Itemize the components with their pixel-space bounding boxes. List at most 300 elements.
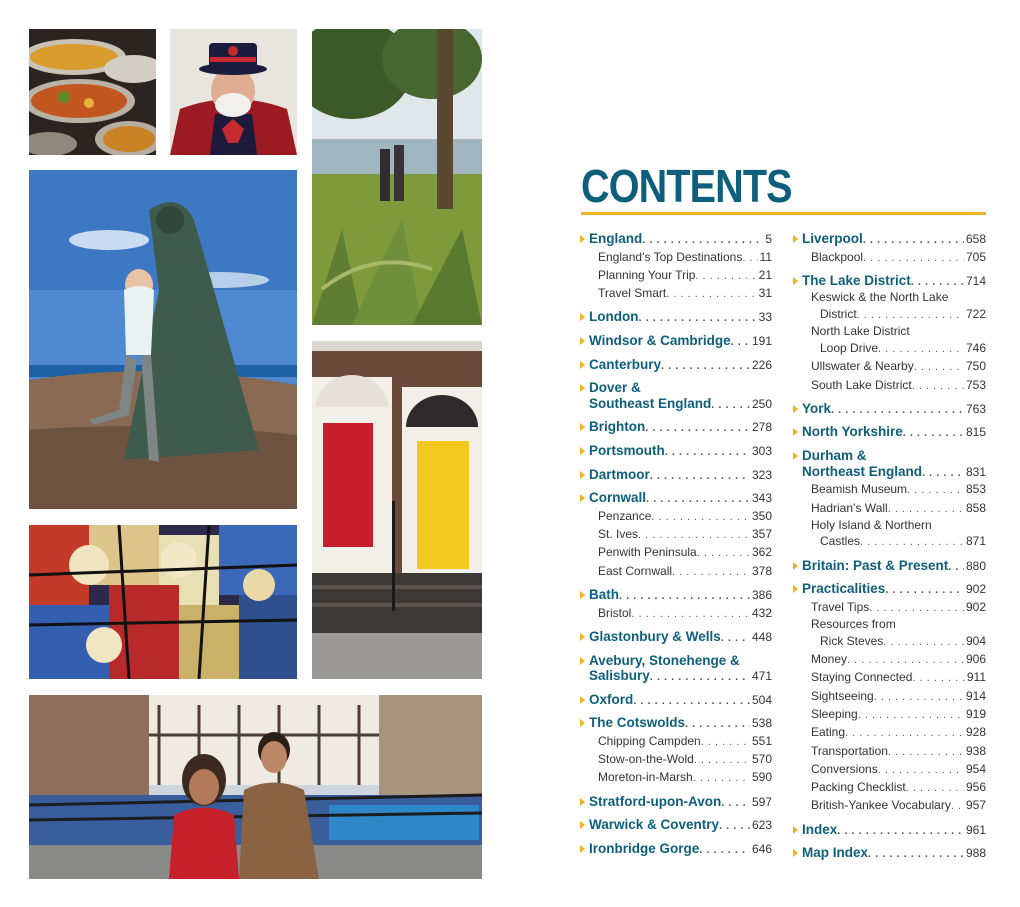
toc-subentry[interactable] [598, 249, 772, 267]
toc-subentry[interactable] [598, 751, 772, 769]
dot-leader [837, 824, 964, 840]
toc-entry-title: District [820, 307, 857, 322]
toc-subentry-title[interactable]: Keswick & the North Lake [811, 290, 949, 305]
toc-entry-title: England [589, 231, 643, 246]
toc-section [793, 448, 986, 552]
toc-subentries [580, 605, 772, 623]
toc-entry[interactable] [793, 581, 986, 599]
page-number: 746 [965, 340, 986, 355]
toc-entry-title: Travel Smart [598, 286, 667, 301]
toc-subentry[interactable] [811, 669, 986, 687]
bullet-arrow-icon [793, 277, 798, 285]
bullet-arrow-icon [580, 696, 585, 704]
page-number: 590 [751, 770, 772, 785]
dot-leader [906, 780, 964, 797]
dot-leader [711, 398, 750, 414]
toc-section [580, 231, 772, 303]
title-rule [581, 212, 986, 215]
dot-leader [651, 509, 750, 526]
toc-entry[interactable] [580, 817, 772, 835]
dot-leader [911, 275, 964, 291]
dot-leader [878, 341, 964, 358]
dot-leader [869, 600, 964, 617]
toc-subentry[interactable] [598, 267, 772, 285]
toc-entry[interactable] [580, 692, 772, 710]
toc-subentry[interactable] [811, 688, 986, 706]
toc-entry-title: North Yorkshire [802, 424, 903, 440]
dot-leader [845, 725, 964, 742]
toc-section [580, 490, 772, 581]
toc-section [580, 629, 772, 647]
toc-entry-title: Penwith Peninsula [598, 545, 697, 560]
toc-entry-title: Sleeping [811, 706, 858, 721]
dot-leader [638, 527, 750, 544]
dot-leader [685, 717, 750, 733]
toc-entry-title: Penzance [598, 508, 652, 523]
bullet-arrow-icon [580, 235, 585, 243]
page-number: 21 [758, 267, 772, 282]
page-number: 623 [751, 818, 772, 833]
toc-entry-title: Map Index [802, 845, 869, 861]
page-number: 323 [751, 467, 772, 482]
toc-section [580, 653, 772, 686]
toc-entry-title: Stow-on-the-Wold [598, 752, 694, 767]
page-number: 954 [965, 761, 986, 776]
toc-entry-title[interactable]: Durham & [793, 448, 986, 464]
dot-leader [922, 466, 964, 482]
toc-entry[interactable] [580, 668, 772, 686]
toc-entry-title: Liverpool [802, 231, 863, 246]
toc-subentry[interactable] [811, 779, 986, 797]
bullet-arrow-icon [580, 798, 585, 806]
page-number: 504 [751, 692, 772, 707]
page-number: 815 [965, 425, 986, 440]
dot-leader [694, 752, 750, 769]
toc-entry-title: Salisbury [589, 668, 650, 684]
page-number: 956 [965, 780, 986, 795]
toc-subentries [580, 249, 772, 304]
dot-leader [650, 670, 750, 686]
toc-section [580, 419, 772, 437]
toc-entry-title: Sightseeing [811, 688, 874, 703]
bullet-arrow-icon [580, 845, 585, 853]
toc-entry-title: Warwick & Coventry [589, 817, 720, 833]
page-number: 646 [751, 841, 772, 856]
dot-leader [645, 421, 750, 437]
toc-subentry[interactable] [811, 306, 986, 324]
toc-entry-title: Glastonbury & Wells [589, 628, 721, 644]
toc-entry[interactable] [580, 629, 772, 647]
bullet-arrow-icon [580, 337, 585, 345]
bullet-arrow-icon [580, 447, 585, 455]
toc-column-left [580, 231, 772, 859]
dot-leader [619, 589, 750, 605]
toc-entry[interactable] [793, 424, 986, 442]
dot-leader [863, 233, 964, 249]
dot-leader [874, 689, 964, 706]
toc-entry[interactable] [580, 333, 772, 351]
dot-leader [701, 734, 750, 751]
bullet-arrow-icon [580, 633, 585, 641]
toc-section [580, 333, 772, 351]
toc-entry[interactable] [580, 309, 772, 327]
toc-entry-title: The Lake District [802, 272, 911, 288]
bullet-arrow-icon [580, 384, 585, 392]
toc-subentry[interactable] [811, 743, 986, 761]
toc-entry-title: Southeast England [589, 395, 712, 411]
bullet-arrow-icon [580, 591, 585, 599]
toc-entry-title: Cornwall [589, 490, 647, 506]
bullet-arrow-icon [793, 428, 798, 436]
toc-subentries [793, 481, 986, 551]
toc-entry-title: Chipping Campden [598, 733, 701, 748]
couple-tree-photo [312, 29, 482, 325]
toc-entry[interactable] [793, 401, 986, 419]
dot-leader [847, 652, 964, 669]
toc-entry-title: Index [802, 821, 838, 837]
toc-entry[interactable] [793, 231, 986, 249]
bullet-arrow-icon [793, 452, 798, 460]
toc-section [580, 715, 772, 787]
page-number: 902 [965, 599, 986, 614]
bullet-arrow-icon [793, 849, 798, 857]
page-number: 11 [759, 249, 772, 264]
bullet-arrow-icon [580, 423, 585, 431]
dot-leader [697, 545, 750, 562]
page-number: 853 [965, 482, 986, 497]
dot-leader [951, 798, 964, 815]
dot-leader [857, 307, 964, 324]
dot-leader [719, 819, 750, 835]
toc-section [580, 309, 772, 327]
toc-subentry[interactable] [811, 706, 986, 724]
toc-entry-title: East Cornwall [598, 563, 673, 578]
toc-entry[interactable] [580, 841, 772, 859]
dot-leader [907, 482, 964, 499]
toc-column-right [793, 231, 986, 863]
page-number: 31 [758, 286, 772, 301]
page-number: 902 [965, 582, 986, 597]
page-number: 938 [965, 743, 986, 758]
toc-subentries [793, 599, 986, 816]
toc-entry-title: Britain: Past & Present [802, 557, 949, 573]
toc-subentries [580, 733, 772, 788]
page-number: 570 [751, 752, 772, 767]
toc-subentry-title[interactable]: Resources from [811, 617, 896, 632]
toc-subentry[interactable] [811, 797, 986, 815]
toc-entry-title: Loop Drive [820, 340, 879, 355]
page-number: 471 [751, 669, 772, 684]
toc-entry[interactable] [793, 822, 986, 840]
page-number: 880 [965, 558, 986, 573]
toc-entry[interactable] [580, 396, 772, 414]
page-number: 226 [751, 357, 772, 372]
toc-entry-title: Brighton [589, 419, 646, 435]
bullet-arrow-icon [580, 657, 585, 665]
toc-entry-title: Castles [820, 534, 861, 549]
page-number: 919 [965, 706, 986, 721]
page-number: 705 [965, 249, 986, 264]
red-yellow-doors-photo [312, 341, 482, 679]
toc-section [580, 587, 772, 623]
toc-subentry[interactable] [811, 249, 986, 267]
page-number: 928 [965, 725, 986, 740]
toc-section [580, 467, 772, 485]
toc-entry[interactable] [580, 490, 772, 508]
toc-entry-title: South Lake District [811, 377, 912, 392]
toc-entry[interactable] [580, 715, 772, 733]
page-number: 957 [965, 798, 986, 813]
dot-leader [831, 403, 964, 419]
toc-entry-title: Bath [589, 587, 619, 603]
dot-leader [863, 250, 964, 267]
page-number: 303 [751, 444, 772, 459]
page-number: 911 [966, 670, 986, 685]
dot-leader [912, 670, 964, 687]
page-number: 961 [965, 822, 986, 837]
toc-entry-title: Eating [811, 725, 846, 740]
food-pots-photo [29, 29, 156, 155]
gallos-statue-photo [29, 170, 297, 509]
dot-leader [699, 843, 750, 859]
globe-theatre-couple-photo [29, 695, 482, 879]
toc-subentry[interactable] [598, 285, 772, 303]
dot-leader [638, 311, 756, 327]
toc-entry[interactable] [793, 273, 986, 291]
dot-leader [878, 762, 964, 779]
toc-entry-title: Conversions [811, 761, 878, 776]
bullet-arrow-icon [580, 821, 585, 829]
toc-entry-title: The Cotswolds [589, 715, 686, 731]
toc-entry-title: Stratford-upon-Avon [589, 793, 722, 809]
toc-entry-title: Northeast England [802, 463, 923, 479]
toc-subentry[interactable] [811, 340, 986, 358]
toc-entry[interactable] [580, 467, 772, 485]
page-number: 250 [751, 396, 772, 411]
page-number: 5 [765, 232, 772, 246]
bullet-arrow-icon [793, 826, 798, 834]
dot-leader [868, 847, 964, 863]
toc-section [580, 380, 772, 413]
toc-section [580, 443, 772, 461]
toc-entry-title: St. Ives [598, 527, 639, 542]
page-number: 597 [751, 794, 772, 809]
toc-entry[interactable] [580, 231, 772, 249]
dot-leader [742, 250, 757, 267]
page-title: CONTENTS [581, 160, 792, 212]
dot-leader [721, 631, 750, 647]
page-number: 448 [751, 629, 772, 644]
toc-entry-title: Portsmouth [589, 443, 665, 459]
dot-leader [665, 445, 750, 461]
dot-leader [888, 744, 964, 761]
dot-leader [661, 359, 750, 375]
toc-subentry[interactable] [811, 533, 986, 551]
toc-entry-title: Oxford [589, 691, 634, 707]
toc-entry-title[interactable]: Avebury, Stonehenge & [580, 653, 772, 669]
toc-section [580, 841, 772, 859]
toc-entry-title: Packing Checklist [811, 780, 906, 795]
bullet-arrow-icon [580, 361, 585, 369]
page-number: 432 [751, 605, 772, 620]
toc-section [793, 581, 986, 815]
page-number: 191 [751, 334, 772, 349]
beefeater-photo [170, 29, 297, 155]
dot-leader [860, 534, 964, 551]
toc-entry-title: Dartmoor [589, 466, 650, 482]
toc-subentries [793, 249, 986, 267]
toc-entry-title: Ironbridge Gorge [589, 840, 700, 856]
page-number: 831 [965, 464, 986, 479]
dot-leader [642, 233, 763, 249]
toc-subentry[interactable] [811, 358, 986, 376]
toc-subentry[interactable] [811, 481, 986, 499]
toc-entry-title: Moreton-in-Marsh [598, 770, 693, 785]
toc-entry-title: England’s Top Destinations [598, 249, 743, 264]
dot-leader [646, 492, 750, 508]
page-number: 33 [758, 310, 772, 325]
bullet-arrow-icon [793, 235, 798, 243]
toc-subentry[interactable] [811, 599, 986, 617]
toc-subentries [793, 290, 986, 394]
toc-entry-title: Practicalities [802, 581, 886, 597]
toc-subentry[interactable] [598, 563, 772, 581]
toc-entry[interactable] [580, 587, 772, 605]
page-number: 753 [965, 377, 986, 392]
toc-entry-title: Blackpool [811, 249, 864, 264]
page-number: 378 [751, 563, 772, 578]
toc-entry-title: Rick Steves [820, 633, 884, 648]
page-number: 763 [965, 401, 986, 416]
dot-leader [731, 335, 750, 351]
toc-subentry[interactable] [811, 633, 986, 651]
page-number: 750 [965, 359, 986, 374]
dot-leader [858, 707, 964, 724]
toc-entry[interactable] [793, 464, 986, 482]
bullet-arrow-icon [580, 471, 585, 479]
toc-subentry[interactable] [811, 500, 986, 518]
dot-leader [721, 796, 750, 812]
toc-section [793, 822, 986, 840]
dot-leader [672, 564, 750, 581]
page-number: 904 [965, 633, 986, 648]
dot-leader [948, 560, 964, 576]
toc-subentry[interactable] [811, 724, 986, 742]
stained-glass-photo [29, 525, 297, 679]
toc-entry-title: Planning Your Trip [598, 267, 696, 282]
toc-subentry[interactable] [598, 605, 772, 623]
toc-entry[interactable] [793, 845, 986, 863]
bullet-arrow-icon [793, 405, 798, 413]
bullet-arrow-icon [580, 494, 585, 502]
page-number: 357 [751, 527, 772, 542]
dot-leader [885, 583, 964, 599]
page-number: 278 [751, 420, 772, 435]
bullet-arrow-icon [580, 719, 585, 727]
page-number: 858 [965, 500, 986, 515]
page-number: 714 [965, 273, 986, 288]
toc-subentry[interactable] [598, 544, 772, 562]
toc-subentry[interactable] [598, 769, 772, 787]
toc-entry[interactable] [793, 558, 986, 576]
toc-subentry[interactable] [598, 733, 772, 751]
page-number: 722 [965, 307, 986, 322]
toc-subentry[interactable] [811, 651, 986, 669]
toc-entry-title: Canterbury [589, 356, 662, 372]
toc-entry-title: Windsor & Cambridge [589, 333, 731, 349]
toc-section [580, 817, 772, 835]
toc-subentry[interactable] [598, 508, 772, 526]
dot-leader [914, 359, 964, 376]
page-number: 906 [965, 652, 986, 667]
page-number: 914 [965, 688, 986, 703]
dot-leader [695, 268, 756, 285]
bullet-arrow-icon [580, 313, 585, 321]
toc-subentry-title[interactable]: Holy Island & Northern [811, 517, 932, 532]
toc-section [793, 273, 986, 395]
toc-section [793, 231, 986, 267]
dot-leader [631, 606, 750, 623]
toc-entry[interactable] [580, 794, 772, 812]
toc-subentry-title[interactable]: North Lake District [811, 324, 910, 339]
toc-entry-title: Bristol [598, 605, 632, 620]
page-number: 343 [751, 491, 772, 506]
toc-entry-title: Transportation [811, 743, 888, 758]
toc-entry[interactable] [580, 357, 772, 375]
page-number: 362 [751, 545, 772, 560]
toc-entry-title: Money [811, 652, 848, 667]
toc-entry[interactable] [580, 419, 772, 437]
toc-entry-title: Staying Connected [811, 670, 913, 685]
toc-entry-title: British-Yankee Vocabulary [811, 798, 951, 813]
dot-leader [650, 469, 750, 485]
dot-leader [666, 286, 756, 303]
dot-leader [633, 694, 750, 710]
toc-section [793, 401, 986, 419]
toc-entry-title: Ullswater & Nearby [811, 359, 914, 374]
toc-section [793, 845, 986, 863]
toc-entry-title: Travel Tips [811, 599, 870, 614]
page-number: 988 [965, 846, 986, 861]
toc-subentry[interactable] [811, 761, 986, 779]
toc-section [580, 692, 772, 710]
toc-subentry[interactable] [598, 526, 772, 544]
page-number: 551 [751, 733, 772, 748]
toc-section [580, 357, 772, 375]
bullet-arrow-icon [793, 585, 798, 593]
page-number: 386 [751, 588, 772, 603]
toc-entry-title: Beamish Museum [811, 482, 908, 497]
toc-section [580, 794, 772, 812]
toc-entry-title: London [589, 309, 639, 325]
toc-entry[interactable] [580, 443, 772, 461]
toc-subentries [580, 508, 772, 581]
dot-leader [888, 501, 964, 518]
dot-leader [903, 426, 964, 442]
dot-leader [883, 634, 964, 651]
toc-entry-title: Hadrian’s Wall [811, 500, 888, 515]
page-number: 871 [965, 534, 986, 549]
page-number: 658 [965, 232, 986, 246]
toc-subentry[interactable] [811, 377, 986, 395]
page-number: 350 [751, 508, 772, 523]
toc-entry-title: York [802, 400, 832, 416]
dot-leader [693, 770, 750, 787]
dot-leader [912, 378, 964, 395]
page-number: 538 [751, 716, 772, 731]
bullet-arrow-icon [793, 562, 798, 570]
toc-entry-title[interactable]: Dover & [580, 380, 772, 396]
